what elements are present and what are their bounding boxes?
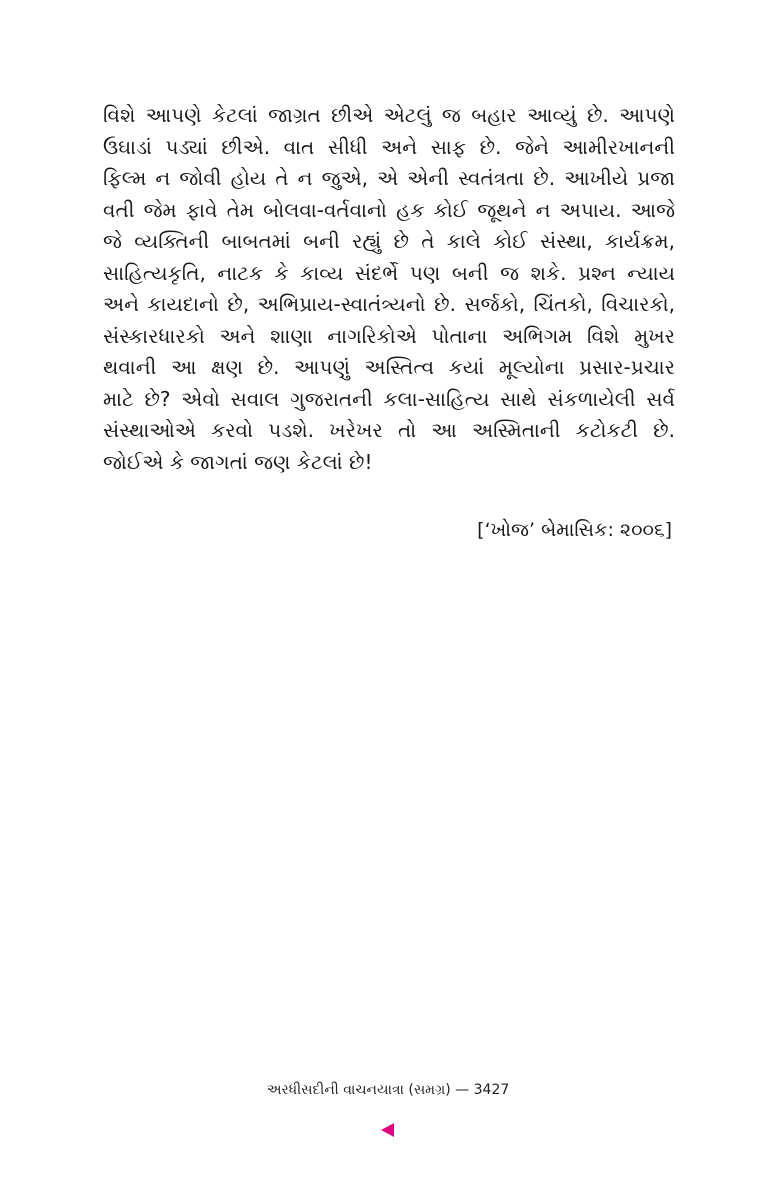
text-line: જે વ્યક્તિની બાબતમાં બની રહ્યું છે તે કાલે કોઈ સંસ્થા, કાર્યક્રમ, [103, 229, 675, 253]
text-line: માટે છે? એવો સવાલ ગુજરાતની કલા-સાહિત્ય સાથે સંકળાયેલી સર્વ [103, 386, 675, 411]
text-line: વિશે આપણે કેટલાં જાગ્રત છીએ એટલું જ બહાર આવ્યું છે. આપણે [103, 103, 675, 127]
text-line: સંસ્કારધારકો અને શાણા નાગરિકોએ પોતાના અભિગમ વિશે મુખર [103, 323, 675, 348]
text-line: સંસ્થાઓએ કરવો પડશે. ખરેખર તો આ અસ્મિતાની કટોકટી છે. [103, 418, 675, 442]
text-line: ફિલ્મ ન જોવી હોય તે ન જુએ, એ એની સ્વતંત્રતા છે. આખીયે પ્રજા [103, 166, 675, 190]
text-line: થવાની આ ક્ષણ છે. આપણું અસ્તિત્વ કયાં મૂલ્યોના પ્રસાર-પ્રચાર [103, 355, 675, 379]
text-line: ઉઘાડાં પડ્યાં છીએ. વાત સીધી અને સાફ છે. જેને આમીરખાનની [103, 134, 675, 159]
text-line: વતી જેમ ફાવે તેમ બોલવા-વર્તવાનો હક કોઈ જૂથને ન અપાય. આજે [103, 197, 675, 222]
text-line: સાહિત્યકૃતિ, નાટક કે કાવ્ય સંદર્ભે પણ બની જ શકે. પ્રશ્ન ન્યાય [103, 260, 675, 285]
page-footer: અરધીસદીની વાચનયાત્રા (સમગ્ર) — 3427 [266, 1082, 510, 1098]
body-paragraph [103, 100, 675, 478]
triangle-left-icon[interactable] [381, 1123, 394, 1137]
source-citation: [‘ખોજ’ બેમાસિક: ૨૦૦૬] [477, 519, 672, 541]
text-line: અને કાયદાનો છે, અભિપ્રાય-સ્વાતંત્ર્યનો છે. સર્જકો, ચિંતકો, વિચારકો, [103, 292, 675, 316]
text-line-last: જોઈએ કે જાગતાં જણ કેટલાં છે! [103, 449, 373, 474]
